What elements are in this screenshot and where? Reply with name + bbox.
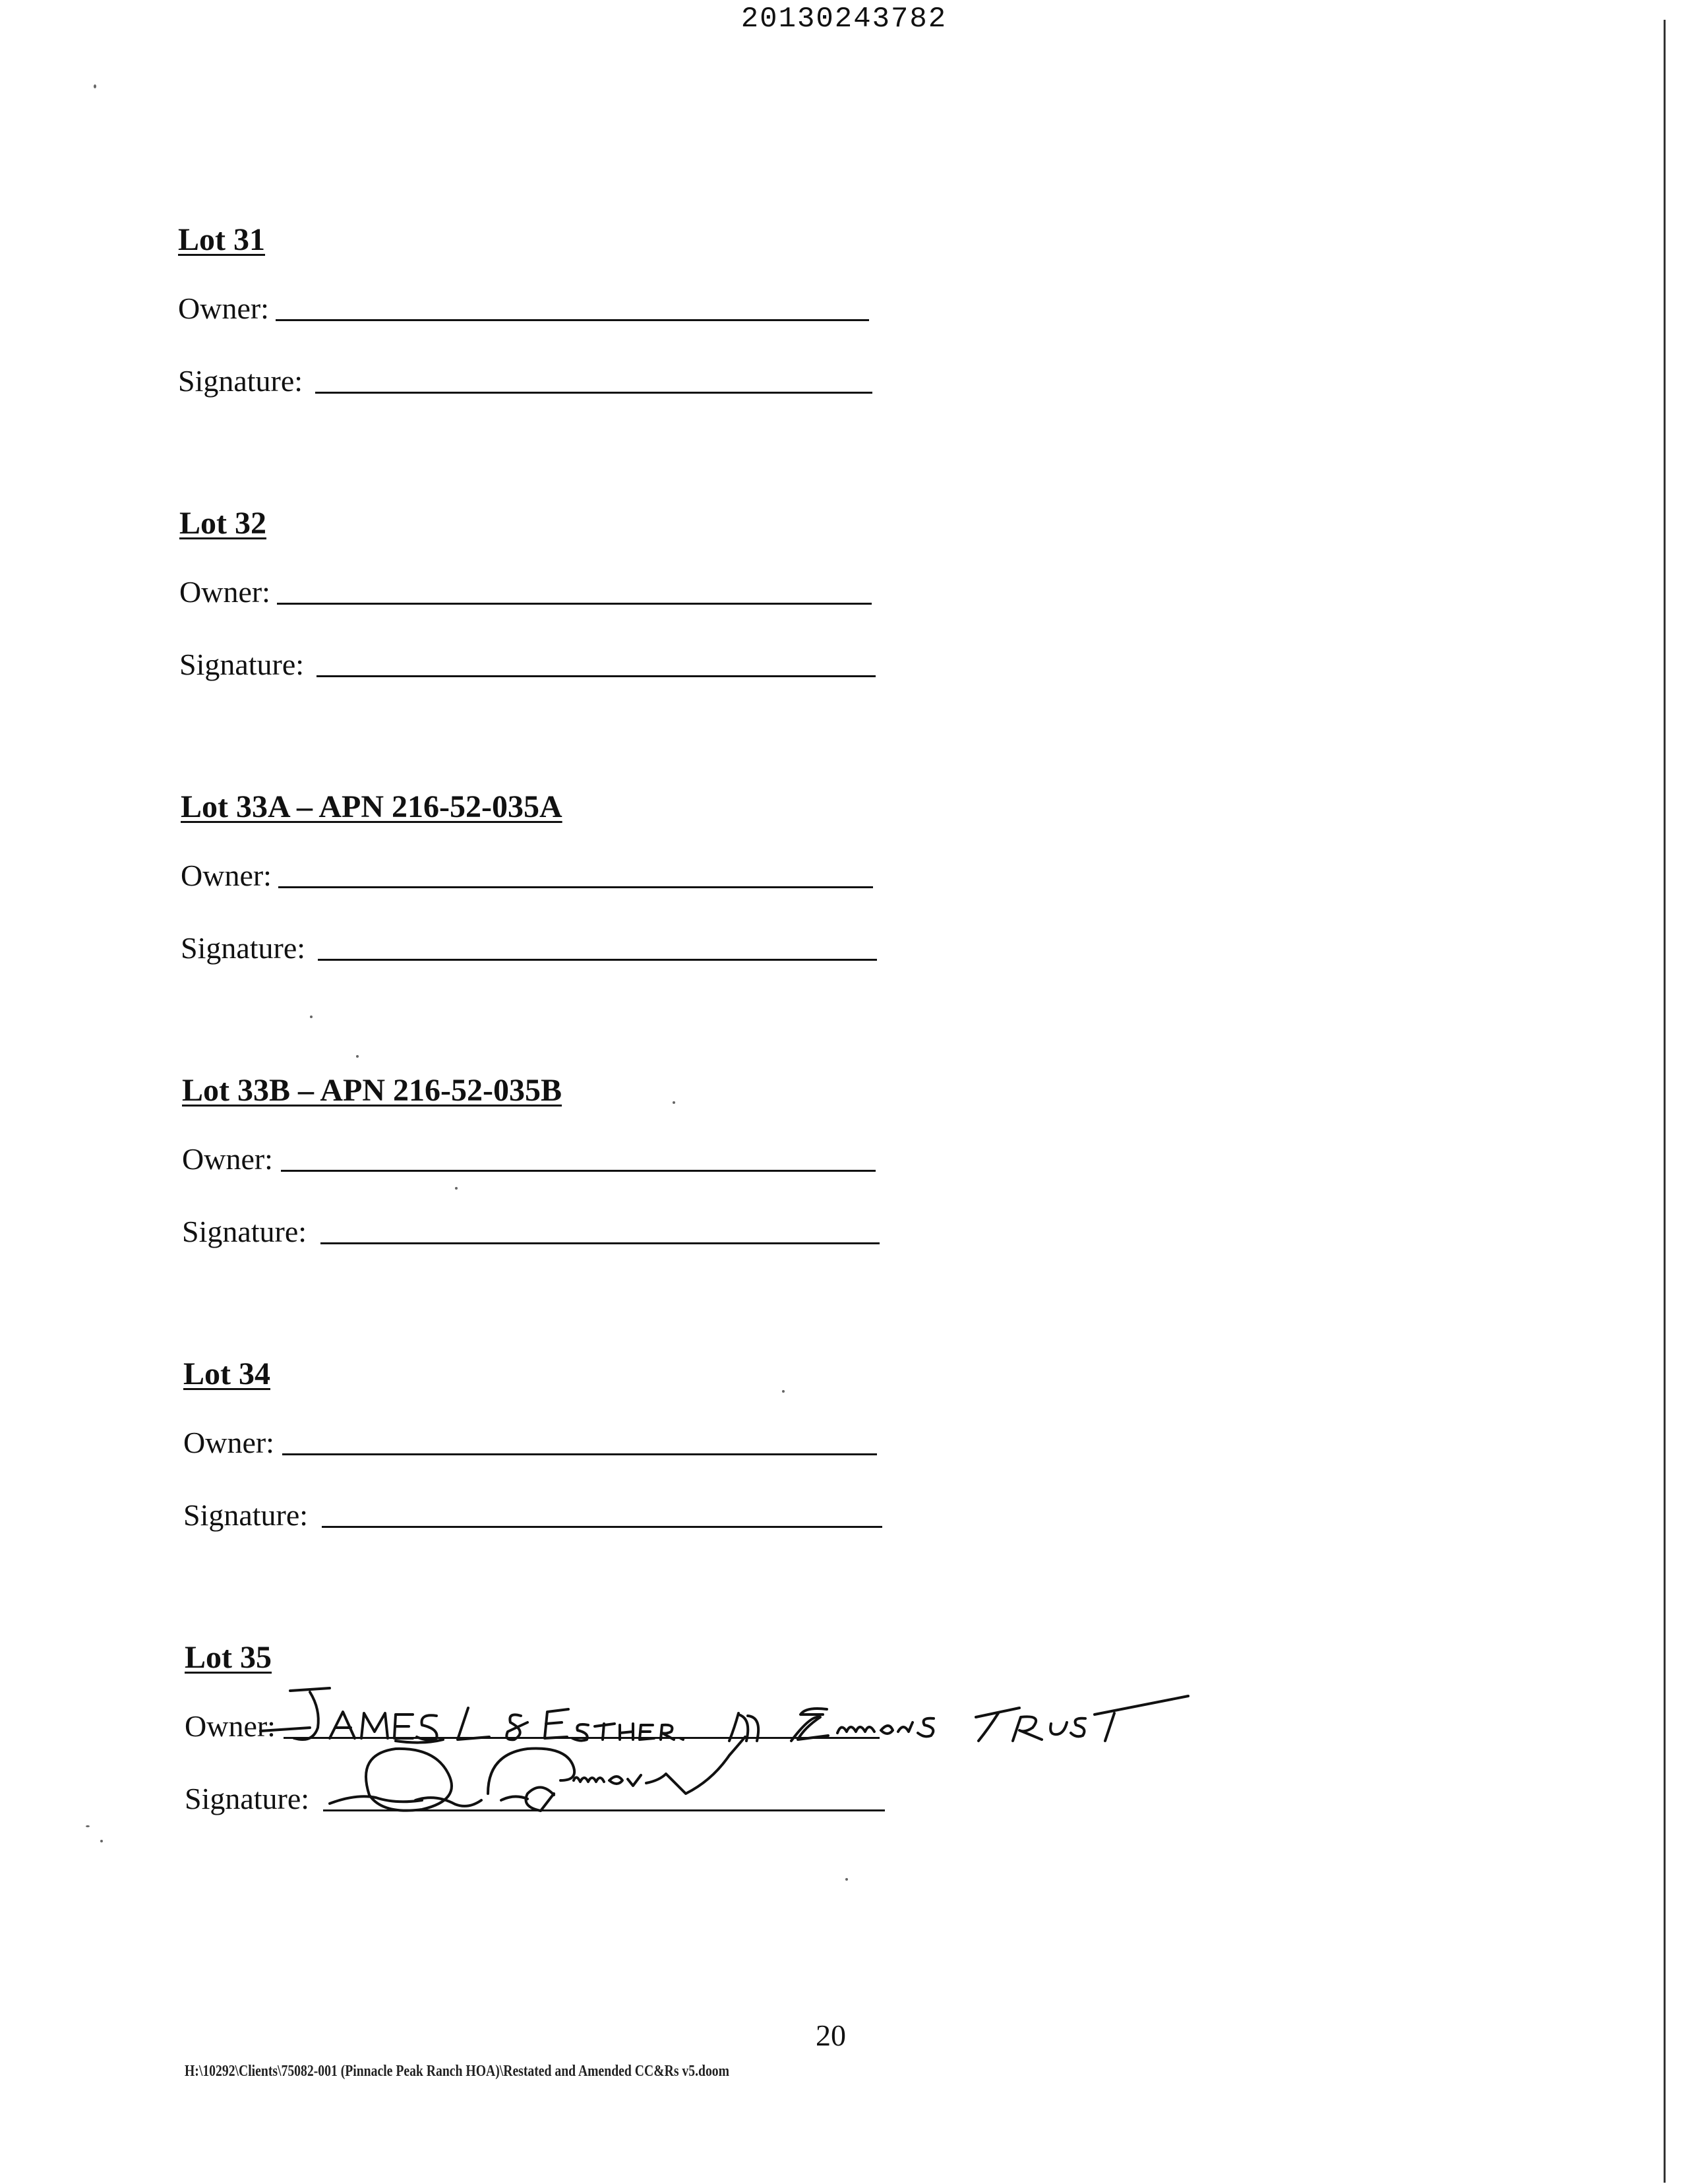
document-number: 20130243782 <box>740 3 948 36</box>
owner-label: Owner: <box>183 1426 274 1459</box>
signature-line[interactable] <box>320 1242 880 1244</box>
owner-label: Owner: <box>179 575 270 609</box>
owner-line[interactable] <box>284 1737 880 1739</box>
owner-label: Owner: <box>178 291 269 325</box>
signature-line[interactable] <box>318 959 877 961</box>
lot-heading: Lot 33B – APN 216-52-035B <box>182 1073 562 1108</box>
lot-heading: Lot 32 <box>179 506 266 541</box>
scan-speck <box>356 1055 359 1058</box>
scan-speck <box>782 1390 785 1393</box>
signature-label: Signature: <box>179 648 305 681</box>
scan-speck <box>845 1878 848 1881</box>
scan-edge <box>1664 20 1666 2183</box>
lot-heading: Lot 34 <box>183 1356 270 1391</box>
scan-speck <box>455 1187 458 1190</box>
scan-speck <box>94 84 96 88</box>
signature-label: Signature: <box>181 931 306 965</box>
lot-heading: Lot 31 <box>178 222 265 257</box>
signature-line[interactable] <box>316 675 876 677</box>
signature-label: Signature: <box>178 364 303 398</box>
owner-line[interactable] <box>281 1170 876 1172</box>
scan-speck <box>100 1840 103 1842</box>
scan-speck <box>673 1101 675 1104</box>
owner-label: Owner: <box>185 1709 276 1743</box>
signature-label: Signature: <box>185 1782 310 1815</box>
owner-line[interactable] <box>278 886 873 888</box>
owner-label: Owner: <box>182 1142 273 1176</box>
lot-heading: Lot 33A – APN 216-52-035A <box>181 789 562 824</box>
handwritten-signature <box>330 1737 745 1811</box>
signature-label: Signature: <box>182 1215 307 1248</box>
owner-line[interactable] <box>276 319 869 321</box>
file-path-footer: H:\10292\Clients\75082-001 (Pinnacle Peak Ranch HOA)\Restated and Amended CC&Rs v5.doom <box>185 2063 730 2080</box>
lot-heading: Lot 35 <box>185 1640 272 1675</box>
owner-label: Owner: <box>181 859 272 892</box>
signature-line[interactable] <box>322 1526 882 1528</box>
handwritten-owner-name <box>260 1688 1188 1743</box>
signature-line[interactable] <box>315 392 872 394</box>
owner-line[interactable] <box>277 603 872 605</box>
signature-label: Signature: <box>183 1498 309 1532</box>
signature-line[interactable] <box>323 1809 885 1811</box>
scan-speck <box>86 1825 90 1827</box>
scan-speck <box>310 1016 313 1018</box>
page-number: 20 <box>816 2018 846 2052</box>
owner-line[interactable] <box>282 1453 877 1455</box>
